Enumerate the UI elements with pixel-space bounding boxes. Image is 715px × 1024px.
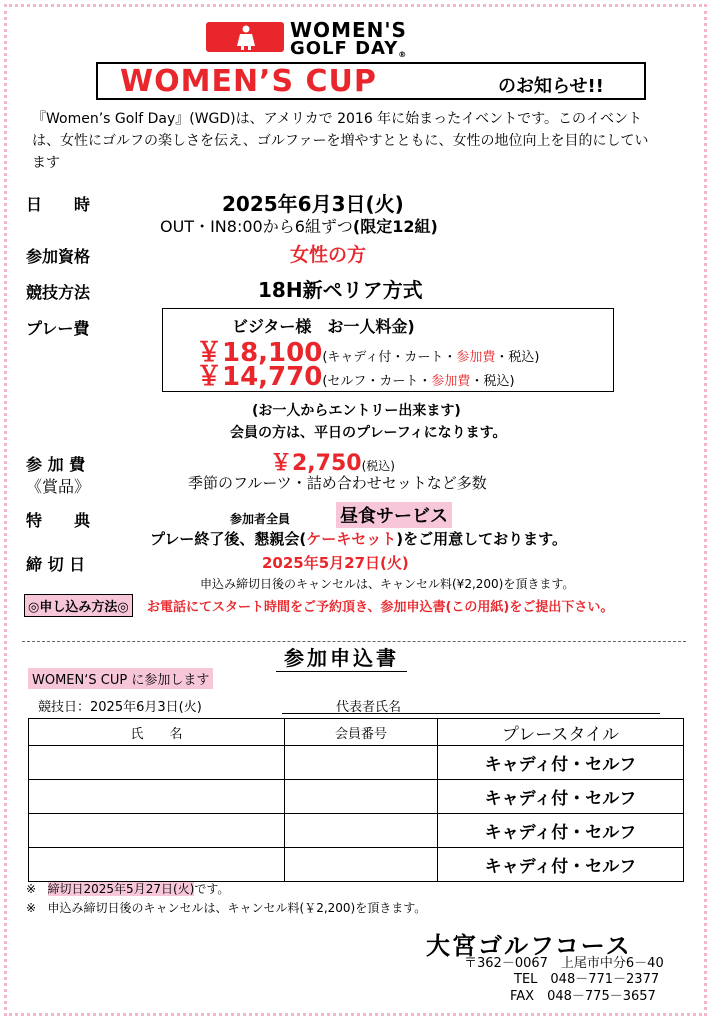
member-number-cell[interactable] bbox=[285, 746, 438, 780]
intro-text: 『Women’s Golf Day』(WGD)は、アメリカで 2016 年に始まったイベントです。このイベントは、女性にゴルフの楽しさを伝え、ゴルファーを増やすとともに、女性の地位向上を目的にしています bbox=[32, 111, 649, 171]
entry-fee-label: 参 加 費 bbox=[26, 455, 86, 474]
format-value: 18H新ペリア方式 bbox=[258, 278, 423, 302]
club-fax: FAX 048－775－3657 bbox=[510, 989, 656, 1004]
play-fee-heading: ビジター様 お一人料金) bbox=[232, 317, 415, 336]
play-style-cell[interactable]: キャディ付・セルフ bbox=[438, 746, 684, 780]
perks-prefix: 参加者全員 bbox=[230, 512, 291, 526]
club-tel: TEL 048－771－2377 bbox=[514, 972, 660, 987]
lunch-service-badge: 昼食サービス bbox=[336, 502, 452, 528]
name-cell[interactable] bbox=[29, 746, 285, 780]
apply-method-text: お電話にてスタート時間をご予約頂き、参加申込書(この用紙)をご提出下さい。 bbox=[147, 600, 614, 615]
table-row bbox=[29, 848, 684, 882]
form-note-2: ※ 申込み締切日後のキャンセルは、キャンセル料(￥2,200)を頂きます。 bbox=[26, 901, 427, 915]
rep-name-label: 代表者氏名 bbox=[336, 700, 402, 715]
deadline-cancel-note: 申込み締切日後のキャンセルは、キャンセル料(¥2,200)を頂きます。 bbox=[200, 577, 575, 591]
club-name: 大宮ゴルフコース bbox=[426, 932, 632, 960]
entry-fee-row: ￥2,750(税込) bbox=[270, 451, 395, 476]
col-member-header: 会員番号 bbox=[285, 719, 438, 746]
page-title: WOMEN’S CUP bbox=[120, 64, 377, 99]
form-title: 参加申込書 bbox=[276, 642, 407, 672]
table-row bbox=[29, 814, 684, 848]
member-note: 会員の方は、平日のプレーフィになります。 bbox=[230, 425, 507, 441]
deadline-label: 締 切 日 bbox=[26, 555, 86, 574]
table-header-row bbox=[29, 719, 684, 746]
price-caddie: ￥18,100 bbox=[196, 338, 323, 368]
col-style-header: プレースタイル bbox=[438, 719, 684, 746]
schedule-detail: OUT・IN8:00から6組ずつ(限定12組) bbox=[160, 217, 438, 236]
entry-note: (お一人からエントリー出来ます) bbox=[252, 403, 461, 419]
member-number-cell[interactable] bbox=[285, 780, 438, 814]
price-caddie-row: ￥18,100(キャディ付・カート・参加費・税込) bbox=[196, 338, 540, 368]
table-row bbox=[29, 746, 684, 780]
play-fee-label: プレー費 bbox=[26, 319, 90, 338]
schedule-label: 日 時 bbox=[26, 195, 91, 214]
form-note-1: ※ 締切日2025年5月27日(火)です。 bbox=[26, 882, 230, 896]
entry-fee-value: ￥2,750 bbox=[270, 451, 362, 476]
deadline-value: 2025年5月27日(火) bbox=[262, 554, 409, 572]
table-row bbox=[29, 780, 684, 814]
schedule-date: 2025年6月3日(火) bbox=[222, 192, 404, 216]
play-style-cell[interactable]: キャディ付・セルフ bbox=[438, 814, 684, 848]
logo-text-line2: GOLF DAY® bbox=[290, 38, 408, 59]
member-number-cell[interactable] bbox=[285, 848, 438, 882]
page-subtitle: のお知らせ!! bbox=[498, 76, 604, 97]
prizes-label: 《賞品》 bbox=[26, 477, 91, 496]
perks-label: 特 典 bbox=[26, 511, 91, 530]
member-number-cell[interactable] bbox=[285, 814, 438, 848]
eligibility-value: 女性の方 bbox=[290, 244, 367, 266]
eligibility-label: 参加資格 bbox=[26, 247, 91, 266]
col-name-header: 氏 名 bbox=[29, 719, 285, 746]
name-cell[interactable] bbox=[29, 848, 285, 882]
golfer-icon bbox=[226, 24, 266, 50]
perks-note: プレー終了後、懇親会(ケーキセット)をご用意しております。 bbox=[150, 530, 567, 548]
form-join-label: WOMEN‘S CUP に参加します bbox=[28, 668, 213, 689]
prizes-value: 季節のフルーツ・詰め合わせセットなど多数 bbox=[188, 474, 487, 492]
form-event-date: 競技日：2025年6月3日(火) bbox=[38, 700, 202, 715]
play-style-cell[interactable]: キャディ付・セルフ bbox=[438, 848, 684, 882]
name-cell[interactable] bbox=[29, 814, 285, 848]
price-self: ￥14,770 bbox=[196, 362, 323, 392]
logo-text-line1: WOMEN'S bbox=[290, 18, 407, 42]
entry-table bbox=[28, 718, 684, 882]
apply-method-label: ◎申し込み方法◎ bbox=[24, 594, 133, 617]
format-label: 競技方法 bbox=[26, 283, 91, 302]
club-address: 〒362－0067 上尾市中分6－40 bbox=[464, 956, 664, 971]
price-self-row: ￥14,770(セルフ・カート・参加費・税込) bbox=[196, 362, 515, 392]
name-cell[interactable] bbox=[29, 780, 285, 814]
play-style-cell[interactable]: キャディ付・セルフ bbox=[438, 780, 684, 814]
